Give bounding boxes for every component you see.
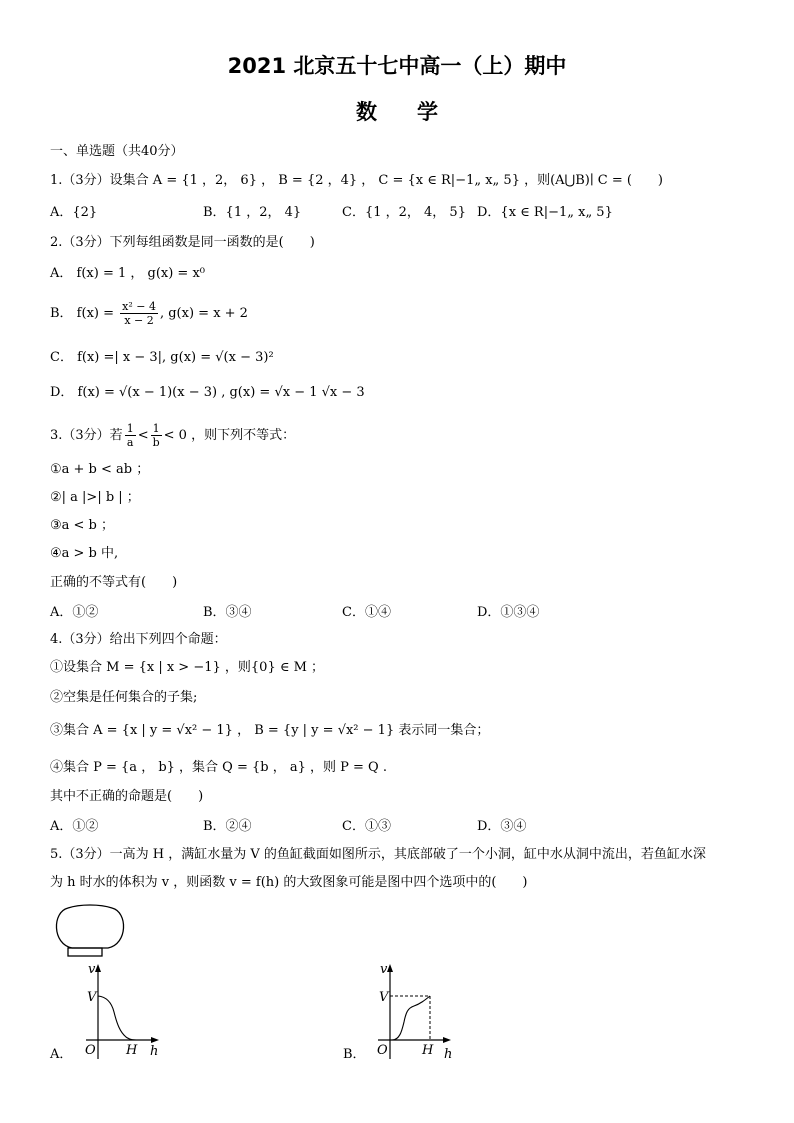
graph-a-origin-label: O <box>85 1043 96 1058</box>
q2-stem: 2.（3分）下列每组函数是同一函数的是( ) <box>50 235 315 250</box>
q1-option-d: D．{x ∈ R|−1„ x„ 5} <box>477 205 613 220</box>
graph-b-h-label: h <box>444 1047 453 1062</box>
q5-stem-line-2: 为 h 时水的体积为 v ，则函数 v = f(h) 的大致图象可能是图中四个选项中的( ) <box>50 875 528 890</box>
q2-option-a: A． f(x) = 1 ， g(x) = x⁰ <box>50 266 205 281</box>
q4-item-3: ③集合 A = {x | y = √x² − 1} ， B = {y | y = √x² − 1} 表示同一集合； <box>50 723 490 738</box>
q4-option-c: C．①③ <box>342 819 391 834</box>
q3-item-4: ④a > b 中, <box>50 546 119 561</box>
q2-b-fraction <box>120 300 158 327</box>
q3-item-2: ②| a |>| b | ； <box>50 490 140 505</box>
q4-option-b: B．②④ <box>203 819 252 834</box>
tank-base <box>68 948 102 956</box>
q3-option-b: B．③④ <box>203 605 252 620</box>
graph-b-v-label: v <box>380 962 388 977</box>
q3-item-1: ①a + b < ab ； <box>50 462 150 477</box>
q4-ask: 其中不正确的命题是( ) <box>50 789 204 804</box>
graph-a-V-label: V <box>87 990 97 1005</box>
q3-stem-suffix: < 0 ，则下列不等式： <box>163 428 296 443</box>
q2-option-d: D． f(x) = √(x − 1)(x − 3) , g(x) = √x − 1 √x − 3 <box>50 385 365 400</box>
q2-b-prefix: B． f(x) = <box>50 306 119 321</box>
graph-a-h-label: h <box>150 1044 159 1059</box>
graph-b-curve <box>392 996 430 1040</box>
graph-a-H-label: H <box>126 1043 138 1058</box>
q2-option-c: C． f(x) =| x − 3|, g(x) = √(x − 3)² <box>50 350 274 365</box>
q3-option-d: D．①③④ <box>477 605 540 620</box>
q3-stem <box>50 422 295 449</box>
q5-option-a-label: A． <box>50 1047 73 1062</box>
fish-tank-figure <box>50 900 140 960</box>
q1-stem: 1.（3分）设集合 A = {1 ，2， 6} ， B = {2 ，4} ， C = {x ∈ R|−1„ x„ 5} ，则(A⋃B)∣ C = ( ) <box>50 173 664 188</box>
q2-option-b <box>50 300 248 327</box>
graph-a-h-arrow <box>151 1037 159 1043</box>
q2-b-suffix: , g(x) = x + 2 <box>159 306 248 321</box>
q3-fraction-1 <box>125 422 136 449</box>
q4-option-a: A．①② <box>50 819 99 834</box>
q3-fraction-2 <box>151 422 162 449</box>
q4-item-2: ②空集是任何集合的子集; <box>50 690 198 705</box>
q3-f1-num: 1 <box>126 422 134 435</box>
q3-lt: < <box>137 428 149 443</box>
q4-stem: 4.（3分）给出下列四个命题： <box>50 632 227 647</box>
q3-ask: 正确的不等式有( ) <box>50 575 178 590</box>
q1-option-b: B．{1 ，2， 4} <box>203 205 302 220</box>
exam-title: 2021 北京五十七中高一（上）期中 <box>227 54 567 78</box>
q3-option-a: A．①② <box>50 605 99 620</box>
q3-f2-num: 1 <box>151 422 162 436</box>
q5-stem-line-1: 5.（3分）一高为 H ，满缸水量为 V 的鱼缸截面如图所示，其底部破了一个小洞，缸中水从洞中流出，若鱼缸水深 <box>50 847 706 862</box>
graph-b-V-label: V <box>379 990 389 1005</box>
graph-b-v-arrow <box>387 964 393 972</box>
q5-option-b-label: B． <box>343 1047 366 1062</box>
q3-item-3: ③a < b ； <box>50 518 115 533</box>
q2-b-numerator: x² − 4 <box>122 300 156 313</box>
q3-f2-den: b <box>152 436 160 449</box>
q1-option-a: A．{2} <box>50 205 98 220</box>
q4-option-d: D．③④ <box>477 819 527 834</box>
q2-b-denominator: x − 2 <box>124 314 154 327</box>
graph-a-v-arrow <box>95 964 101 972</box>
q4-item-4: ④集合 P = {a ， b} ，集合 Q = {b ， a} ，则 P = Q . <box>50 760 387 775</box>
section-heading: 一、单选题（共40分） <box>50 144 184 159</box>
q1-option-c: C．{1 ，2， 4， 5} <box>342 205 466 220</box>
graph-a-curve <box>98 996 138 1040</box>
graph-b-origin-label: O <box>377 1043 388 1058</box>
graph-b-h-arrow <box>443 1037 451 1043</box>
q3-f1-den: a <box>126 436 134 449</box>
tank-body <box>56 905 123 948</box>
graph-option-a <box>78 962 178 1062</box>
graph-option-b <box>370 962 470 1062</box>
q3-option-c: C．①④ <box>342 605 391 620</box>
q3-stem-prefix: 3.（3分）若 <box>50 428 123 443</box>
graph-a-v-label: v <box>88 962 96 977</box>
subject-title: 数学 <box>356 100 478 124</box>
graph-b-H-label: H <box>422 1043 434 1058</box>
q4-item-1: ①设集合 M = {x | x > −1} ，则{0} ∈ M ； <box>50 660 325 675</box>
